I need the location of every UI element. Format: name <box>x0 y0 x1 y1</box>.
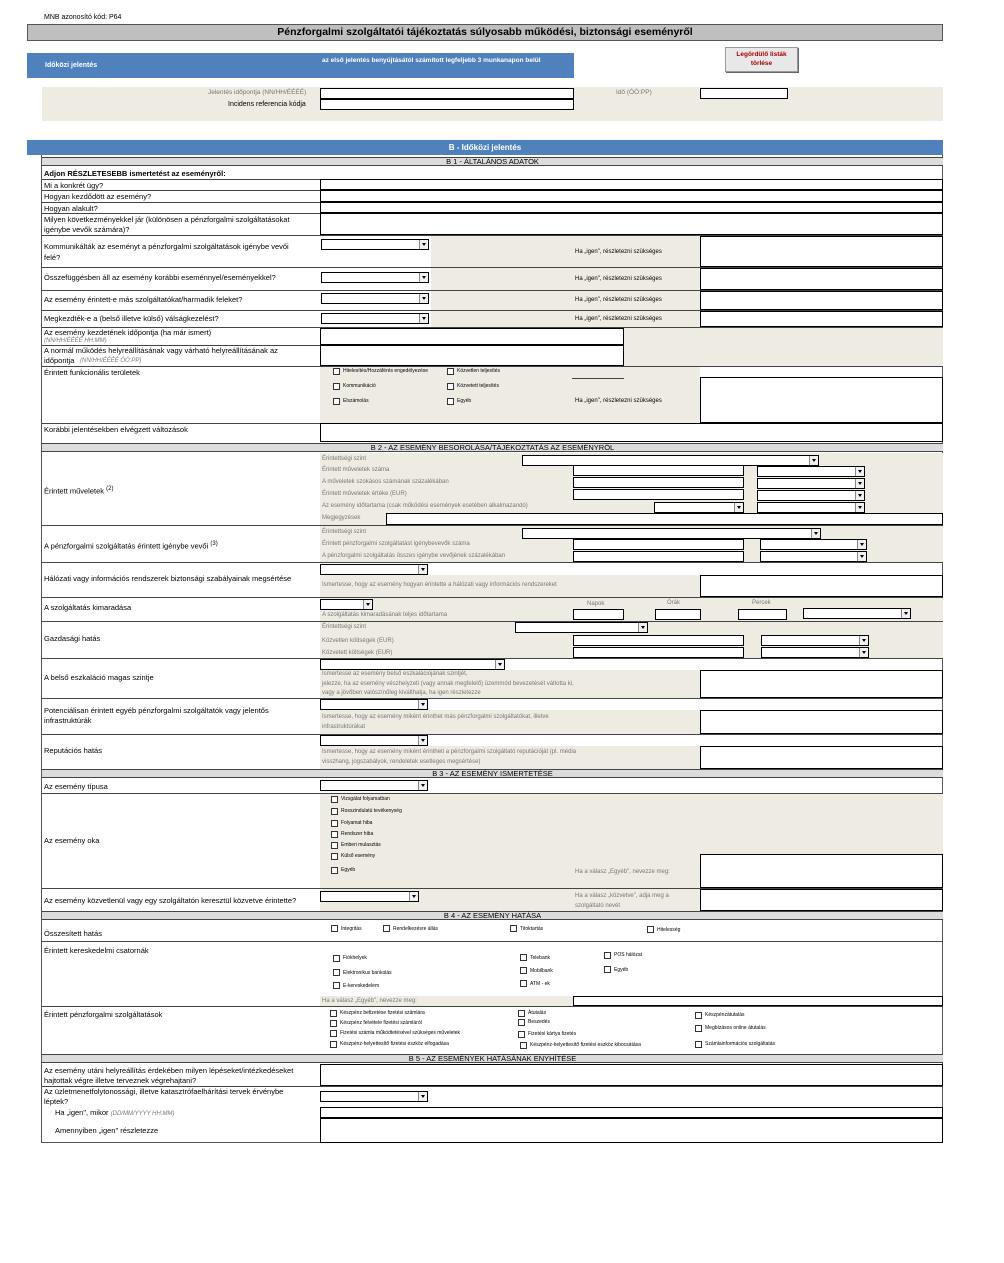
b1-q7: Az esemény érintett-e más szolgáltatókat/harmadik feleket? <box>44 295 243 304</box>
service-label: Készpénz felvétele fizetési számláról <box>340 1020 422 1026</box>
b2-users-percent[interactable] <box>573 551 744 562</box>
b4-channels-label: Érintett kereskedelmi csatornák <box>44 946 149 955</box>
divider <box>42 734 943 735</box>
cause-label: Rosszindulatú tevékenység <box>341 808 402 814</box>
b2-outage-desc: A szolgáltatás kimaradásának teljes időtartama <box>322 612 448 618</box>
b2-ops-notes[interactable] <box>386 513 943 525</box>
service-checkbox[interactable] <box>518 1010 525 1017</box>
chevron-down-icon <box>859 648 868 657</box>
b5-q1-line2: hajtottak végre illetve terveznek végrehajtani? <box>44 1076 197 1085</box>
service-label: Készpénz-helyettesítő fizetési eszköz elfogadása <box>340 1041 449 1047</box>
section-b-title: B - Időközi jelentés <box>448 143 522 152</box>
b1-q9-area <box>624 328 943 366</box>
b2-network-label: Hálózati vagy információs rendszerek biztonsági szabályainak megsértése <box>44 574 292 583</box>
b4-header: B 4 - AZ ESEMÉNY HATÁSA <box>42 911 943 920</box>
overall-checkbox[interactable] <box>510 925 517 932</box>
clear-dropdowns-label: Legördülő listák törlése <box>736 51 787 67</box>
b2-rep-desc-line1: Ismertesse, hogy az esemény miként érintheti a pénzforgalmi szolgáltató reputációját (pl. média <box>322 749 577 755</box>
b5-q2-dropdown[interactable] <box>320 1091 428 1102</box>
channel-checkbox[interactable] <box>604 966 611 973</box>
service-checkbox[interactable] <box>330 1041 337 1048</box>
b1-q4-line2: igénybe vevők számára)? <box>44 225 130 234</box>
time-field[interactable] <box>700 88 788 99</box>
chevron-down-icon <box>855 503 864 512</box>
chevron-down-icon <box>857 540 866 549</box>
b2-network-details[interactable] <box>700 575 943 597</box>
b2-escal-label: A belső eszkaláció magas szintje <box>44 673 154 682</box>
b3-direct-dropdown[interactable] <box>320 891 419 902</box>
incident-ref-field[interactable] <box>320 99 574 110</box>
b2-econ-direct-field[interactable] <box>573 635 744 646</box>
channel-label: Mobilbank <box>530 968 553 974</box>
b1-q5-dropdown[interactable] <box>321 239 429 250</box>
b2-potential-details[interactable] <box>700 710 943 734</box>
b2-ops-percent-unit[interactable] <box>757 478 865 489</box>
chevron-down-icon <box>638 623 647 632</box>
chevron-down-icon <box>418 565 427 574</box>
b1-q6-details[interactable] <box>700 268 943 290</box>
divider <box>42 562 943 563</box>
cause-label: Folyamat hiba <box>341 820 373 826</box>
divider <box>42 941 943 942</box>
b2-users-row: A pénzforgalmi szolgáltatás összes igénybe vevőjének százalékában <box>322 553 506 559</box>
b2-ops-row: Megjegyzések <box>322 515 361 521</box>
chevron-down-icon <box>734 503 743 512</box>
b1-q11-area <box>320 367 700 423</box>
cause-label: Egyéb <box>341 867 356 873</box>
b1-q8-details[interactable] <box>700 311 943 327</box>
b1-q6: Összefüggésben áll az esemény korábbi eseménnyel/eseményekkel? <box>44 273 276 282</box>
b1-q11-hint: Ha „igen", részletezni szükséges <box>575 398 662 404</box>
chevron-down-icon <box>811 529 820 538</box>
divider <box>42 698 943 699</box>
b2-rep-details[interactable] <box>700 746 943 769</box>
area-checkbox[interactable] <box>333 368 340 375</box>
b1-q8-hint: Ha „igen", részletezni szükséges <box>575 316 662 322</box>
b1-q9-line1: Az esemény kezdetének időpontja (ha már ismert) <box>44 328 212 337</box>
channel-checkbox[interactable] <box>333 969 340 976</box>
b5-q1-line1: Az esemény utáni helyreállítás érdekében milyen lépéseket/intézkedéseket <box>44 1066 294 1075</box>
chevron-down-icon <box>855 479 864 488</box>
days-field[interactable] <box>573 609 624 620</box>
b3-indirect-field[interactable] <box>700 889 943 911</box>
cause-checkbox[interactable] <box>331 842 338 849</box>
channel-checkbox[interactable] <box>604 952 611 959</box>
b1-q5-line1: Kommunikálták az eseményt a pénzforgalmi szolgáltatások igénybe vevői <box>44 242 289 251</box>
b1-q5-line2: felé? <box>44 253 61 262</box>
b2-potential-desc-line1: Ismertesse, hogy az esemény miként érinthet más pénzforgalmi szolgáltatókat, illetve <box>322 714 549 720</box>
incident-ref-label: Incidens referencia kódja <box>228 101 306 108</box>
b2-econ-indirect-unit[interactable] <box>761 647 869 658</box>
b2-outage-unit[interactable] <box>803 608 911 619</box>
b1-q4-field[interactable] <box>320 213 943 235</box>
channel-label: Telebank <box>530 955 551 961</box>
chevron-down-icon <box>857 552 866 561</box>
report-deadline: az első jelentés benyújtásától számított legfeljebb 3 munkanapon belül <box>322 57 541 64</box>
b1-q10-line2: időpontja <box>44 356 75 365</box>
b4-other-label: Ha a válasz „Egyéb", nevezze meg: <box>322 998 417 1004</box>
b2-econ-indirect: Közvetett költségek (EUR) <box>322 650 393 656</box>
b2-econ-label: Gazdasági hatás <box>44 634 101 643</box>
service-checkbox[interactable] <box>518 1019 525 1026</box>
service-checkbox[interactable] <box>695 1041 702 1048</box>
minutes-label: Percek <box>752 600 771 606</box>
chevron-down-icon <box>418 736 427 745</box>
channel-checkbox[interactable] <box>520 954 527 961</box>
b1-q8-dropdown[interactable] <box>321 313 429 324</box>
b2-outage-label: A szolgáltatás kimaradása <box>44 603 132 612</box>
b4-services-label: Érintett pénzforgalmi szolgáltatások <box>44 1010 163 1019</box>
report-date-field[interactable] <box>320 88 574 99</box>
b1-q11-details[interactable] <box>700 377 943 423</box>
chevron-down-icon <box>409 892 418 901</box>
b1-q3-field[interactable] <box>320 202 943 213</box>
channel-label: ATM - ek <box>530 981 550 987</box>
chevron-down-icon <box>419 294 428 303</box>
service-label: Beszedés <box>528 1019 550 1025</box>
b1-q9-field[interactable] <box>320 328 624 345</box>
b4-other-field[interactable] <box>573 996 943 1006</box>
chevron-down-icon <box>901 609 910 618</box>
b2-header: B 2 - AZ ESEMÉNY BESOROLÁSA/TÁJÉKOZTATÁS AZ ESEMÉNYRŐL <box>42 443 943 452</box>
days-label: Napok <box>587 601 605 607</box>
hours-label: Órák <box>667 600 681 606</box>
b1-q11: Érintett funkcionális területek <box>44 368 140 377</box>
b2-users-level-dropdown[interactable] <box>522 528 821 539</box>
area-checkbox[interactable] <box>447 383 454 390</box>
chevron-down-icon <box>855 467 864 476</box>
b2-users-count-unit[interactable] <box>760 539 867 550</box>
b5-q1-field[interactable] <box>320 1064 943 1086</box>
report-date-label: Jelentés időpontja (NN/HH/ÉÉÉÉ) <box>208 89 307 96</box>
b5-q4-field[interactable] <box>320 1118 943 1143</box>
service-label: Megbízásos online átutalás <box>705 1025 766 1031</box>
b1-q7-dropdown[interactable] <box>321 293 429 304</box>
cause-label: Vizsgálat folyamatban <box>341 796 390 802</box>
b2-potential-line1: Potenciálisan érintett egyéb pénzforgalmi szolgáltatók vagy jelentős <box>44 706 269 715</box>
chevron-down-icon <box>419 240 428 249</box>
b5-q2-line1: Az üzletmenetfolytonossági, illetve katasztrófaelhárítási tervek érvénybe <box>44 1087 284 1096</box>
overall-label: Rendelkezésre állás <box>393 926 439 932</box>
area-label: Közvetett teljesítés <box>457 383 499 389</box>
channel-label: E-kereskedelem <box>343 983 380 989</box>
b2-ops-duration-unit[interactable] <box>757 502 865 513</box>
service-checkbox[interactable] <box>695 1025 702 1032</box>
b2-users-percent-unit[interactable] <box>760 551 867 562</box>
b2-ops-row: Érintett műveletek értéke (EUR) <box>322 491 407 497</box>
b3-other-field[interactable] <box>700 854 943 888</box>
report-type: Időközi jelentés <box>45 62 98 69</box>
channel-checkbox[interactable] <box>333 955 340 962</box>
b3-indirect-line2: szolgáltató nevét <box>575 903 621 909</box>
area-label: Kommunikáció <box>343 383 376 389</box>
cause-checkbox[interactable] <box>331 867 338 874</box>
channel-checkbox[interactable] <box>520 980 527 987</box>
channel-checkbox[interactable] <box>333 982 340 989</box>
service-label: Fizetési számla működtetésével szükséges műveletek <box>340 1030 461 1036</box>
chevron-down-icon <box>418 700 427 709</box>
b2-network-dropdown[interactable] <box>320 564 428 575</box>
area-checkbox[interactable] <box>333 383 340 390</box>
b1-q10-line3: (NN/HH/ÉÉÉÉ ÓÓ:PP) <box>80 358 142 364</box>
cause-checkbox[interactable] <box>331 853 338 860</box>
b1-header: B 1 - ÁLTALÁNOS ADATOK <box>42 157 943 166</box>
b1-q6-dropdown[interactable] <box>321 272 429 283</box>
cause-checkbox[interactable] <box>331 820 338 827</box>
b2-potential-line2: infrastruktúrák <box>44 716 92 725</box>
b1-q10-line1: A normál működés helyreállításának vagy várható helyreállításának az <box>44 346 278 355</box>
b3-header: B 3 - AZ ESEMÉNY ISMERTETÉSE <box>42 769 943 778</box>
service-label: Készpénz befizetése fizetési számlára <box>340 1010 425 1016</box>
area-label: Hitelesítés/Hozzáférés engedélyezése <box>343 368 429 374</box>
b2-ops-value-unit[interactable] <box>757 490 865 501</box>
chevron-down-icon <box>419 314 428 323</box>
b3-type-dropdown[interactable] <box>320 780 428 791</box>
b2-ops-duration[interactable] <box>654 502 744 513</box>
page-title: Pénzforgalmi szolgáltatói tájékoztatás súlyosabb működési, biztonsági eseményről <box>277 26 693 38</box>
cause-label: Külső esemény <box>341 853 376 859</box>
area-checkbox[interactable] <box>447 398 454 405</box>
b1-q6-hint: Ha „igen", részletezni szükséges <box>575 276 662 282</box>
b2-users-row: Érintett pénzforgalmi szolgáltatást igénybevevők száma <box>322 541 470 547</box>
b5-header: B 5 - AZ ESEMÉNYEK HATÁSÁNAK ENYHÍTÉSE <box>42 1054 943 1063</box>
b5-q2-line2: léptek? <box>44 1097 69 1106</box>
mnb-code: MNB azonosító kód: P64 <box>44 14 122 21</box>
b5-q4-label: Amennyiben „igen" részletezze <box>55 1126 159 1135</box>
b2-econ-level-dropdown[interactable] <box>515 622 648 633</box>
b1-q12-field[interactable] <box>320 423 943 442</box>
b2-escal-dropdown[interactable] <box>320 659 505 670</box>
b1-q5-details[interactable] <box>700 236 943 267</box>
b2-ops-level: Érintettségi szint <box>322 456 367 462</box>
b2-econ-level: Érintettségi szint <box>322 624 367 630</box>
service-checkbox[interactable] <box>330 1030 337 1037</box>
b1-q5-hint: Ha „igen", részletezni szükséges <box>575 249 662 255</box>
channel-label: Fiókhelyek <box>343 955 367 961</box>
b5-q3-label: Ha „igen", mikor (DD/MM/YYYY HH:MM) <box>55 1108 175 1117</box>
overall-checkbox[interactable] <box>647 926 654 933</box>
chevron-down-icon <box>809 456 818 465</box>
b3-direct-label: Az esemény közvetlenül vagy egy szolgáltatón keresztül közvetve érintette? <box>44 896 297 905</box>
b5-q3-field[interactable] <box>320 1107 943 1118</box>
minutes-field[interactable] <box>738 609 787 620</box>
b2-ops-label: Érintett műveletek $^{(2)}$ <box>44 486 114 496</box>
b1-q2: Hogyan kezdődött az esemény? <box>44 192 152 201</box>
b1-q3: Hogyan alakult? <box>44 204 98 213</box>
cause-checkbox[interactable] <box>331 796 338 803</box>
b2-outage-dropdown[interactable] <box>320 599 373 610</box>
divider <box>42 1006 943 1007</box>
divider <box>572 378 624 379</box>
channel-label: POS hálózat <box>614 952 643 958</box>
b1-q2-field[interactable] <box>320 190 943 202</box>
chevron-down-icon <box>418 1092 427 1101</box>
service-label: Készpénz-helyettesítő fizetési eszköz kibocsátása <box>530 1042 641 1048</box>
b2-potential-dropdown[interactable] <box>320 699 428 710</box>
b2-escal-desc-line1: Ismertesse az esemény belső eszkalációjának szintjét, <box>322 671 468 677</box>
b1-q12: Korábbi jelentésekben elvégzett változások <box>44 425 188 434</box>
time-label: Idő (ÓÓ:PP) <box>616 89 652 96</box>
overall-checkbox[interactable] <box>383 925 390 932</box>
b2-rep-dropdown[interactable] <box>320 735 428 746</box>
b1-q4-line1: Milyen következményekkel jár (különösen a pénzforgalmi szolgáltatásokat <box>44 215 290 224</box>
b2-ops-percent[interactable] <box>573 477 744 488</box>
service-label: Átutalás <box>528 1010 547 1016</box>
b3-other-label: Ha a válasz „Egyéb", nevezze meg: <box>575 869 670 875</box>
chevron-down-icon <box>363 600 372 609</box>
b2-escal-details[interactable] <box>700 670 943 698</box>
cause-label: Emberi mulasztás <box>341 842 381 848</box>
service-label: Fizetési kártya fizetés <box>528 1031 577 1037</box>
b2-ops-row: Az esemény időtartama (csak működési események esetében alkalmazandó) <box>322 503 528 509</box>
overall-label: Integritás <box>341 926 362 932</box>
b1-intro: Adjon RÉSZLETESEBB ismertetést az eseményről: <box>44 169 226 178</box>
chevron-down-icon <box>418 781 427 790</box>
b2-ops-count-unit[interactable] <box>757 466 865 477</box>
b2-potential-desc-line2: infrastruktúrákat <box>322 724 366 730</box>
b2-ops-row: A műveletek szokásos számának százalékában <box>322 479 449 485</box>
b2-ops-count[interactable] <box>573 465 744 476</box>
overall-label: Hitelesség <box>657 927 681 933</box>
service-checkbox[interactable] <box>520 1042 527 1049</box>
b1-q7-hint: Ha „igen", részletezni szükséges <box>575 297 662 303</box>
b2-users-count[interactable] <box>573 539 744 550</box>
b2-users-label: A pénzforgalmi szolgáltatás érintett igénybe vevői $^{(3)}$ <box>44 541 218 551</box>
b1-q10-field[interactable] <box>320 345 624 366</box>
service-label: Számlainformációs szolgáltatás <box>705 1041 776 1047</box>
service-checkbox[interactable] <box>330 1020 337 1027</box>
overall-checkbox[interactable] <box>331 925 338 932</box>
area-checkbox[interactable] <box>333 398 340 405</box>
area-label: Közvetlen teljesítés <box>457 368 501 374</box>
b2-econ-direct: Közvetlen költségek (EUR) <box>322 638 394 644</box>
b2-network-desc: Ismertesse, hogy az esemény hogyan érintette a hálózati vagy információs rendszereket <box>322 582 557 588</box>
service-checkbox[interactable] <box>695 1012 702 1019</box>
cause-label: Rendszer hiba <box>341 831 374 837</box>
area-label: Elszámolás <box>343 398 369 404</box>
b4-overall-label: Összesített hatás <box>44 929 102 938</box>
chevron-down-icon <box>495 660 504 669</box>
area-checkbox[interactable] <box>447 368 454 375</box>
channel-label: Elektronikus bankolás <box>343 970 392 976</box>
b1-q8: Megkezdték-e a (belső illetve külső) válságkezelést? <box>44 314 219 323</box>
b3-type-label: Az esemény típusa <box>44 782 108 791</box>
b2-econ-indirect-field[interactable] <box>573 647 744 658</box>
b2-ops-value[interactable] <box>573 489 744 500</box>
b2-rep-desc-line2: visszhang, jogszabályok, rendeletek esetleges megsértése) <box>322 759 481 765</box>
b1-q9-line2: (NN/HH/ÉÉÉÉ HH:MM) <box>44 338 107 344</box>
service-label: Készpénzátutalás <box>705 1012 745 1018</box>
cause-checkbox[interactable] <box>331 808 338 815</box>
channel-checkbox[interactable] <box>520 967 527 974</box>
section-b-left-band <box>27 155 42 1143</box>
b1-q7-details[interactable] <box>700 291 943 310</box>
b3-cause-label: Az esemény oka <box>44 836 100 845</box>
b3-indirect-line1: Ha a válasz „közvetve", adja meg a <box>575 893 669 899</box>
b2-escal-desc-line2: jelezze, ha az esemény vészhelyzeti (vagy annak megfelelő) üzemmód bevezetését váltotta ki, <box>322 681 574 687</box>
service-checkbox[interactable] <box>330 1010 337 1017</box>
b2-ops-row: Érintett műveletek száma <box>322 467 390 473</box>
b2-users-level: Érintettségi szint <box>322 529 367 535</box>
b2-rep-label: Reputációs hatás <box>44 746 102 755</box>
hours-field[interactable] <box>655 609 701 620</box>
b2-econ-direct-unit[interactable] <box>761 635 869 646</box>
overall-label: Titoktartás <box>520 926 544 932</box>
b2-escal-desc-line3: vagy a jövőben valószínűleg kiválthatja, ha igen részletezze <box>322 690 481 696</box>
chevron-down-icon <box>419 273 428 282</box>
channel-label: Egyéb <box>614 967 629 973</box>
area-label: Egyéb <box>457 398 472 404</box>
chevron-down-icon <box>859 636 868 645</box>
chevron-down-icon <box>855 491 864 500</box>
service-checkbox[interactable] <box>518 1031 525 1038</box>
b1-q1-field[interactable] <box>320 179 943 190</box>
b1-q1: Mi a konkrét ügy? <box>44 181 104 190</box>
cause-checkbox[interactable] <box>331 831 338 838</box>
